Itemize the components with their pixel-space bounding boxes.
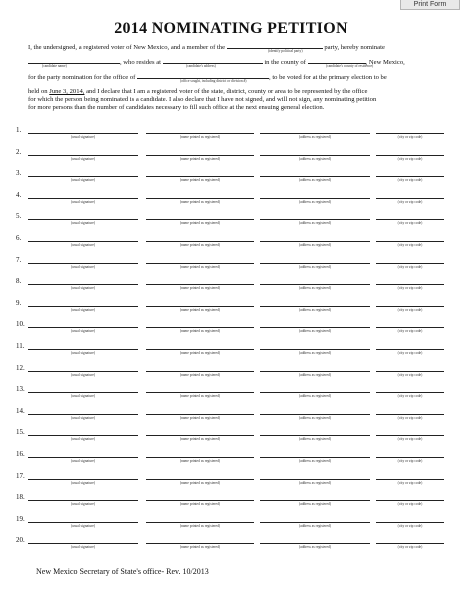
city-zip-field[interactable] bbox=[376, 457, 444, 458]
row-number: 10. bbox=[16, 320, 25, 329]
row-number: 6. bbox=[16, 234, 22, 242]
address-field[interactable] bbox=[260, 479, 370, 480]
signature-row bbox=[16, 472, 446, 494]
printed-name-field[interactable] bbox=[146, 241, 254, 242]
row-number: 18. bbox=[16, 493, 25, 502]
declaration-text: , New Mexico, bbox=[365, 59, 405, 66]
declaration-text: in the county of bbox=[264, 59, 306, 66]
city-zip-label: (city or zip code) bbox=[397, 480, 423, 485]
address-label: (address as registered) bbox=[298, 243, 332, 247]
city-zip-label: (city or zip code) bbox=[397, 372, 423, 377]
address-label: (address as registered) bbox=[298, 156, 332, 161]
city-zip-field[interactable] bbox=[376, 392, 444, 393]
signature-field[interactable] bbox=[28, 371, 138, 372]
signature-row bbox=[16, 407, 446, 429]
address-field[interactable] bbox=[260, 392, 370, 393]
party-caption: (identify political party) bbox=[268, 49, 303, 53]
city-zip-field[interactable] bbox=[376, 479, 444, 480]
address-label: (address as registered) bbox=[298, 135, 332, 139]
printed-name-label: (name printed as registered) bbox=[179, 221, 221, 226]
signature-row bbox=[16, 515, 446, 537]
signature-field[interactable] bbox=[28, 522, 138, 523]
city-zip-field[interactable] bbox=[376, 198, 444, 199]
printed-name-label: (name printed as registered) bbox=[179, 437, 221, 442]
signature-field[interactable] bbox=[28, 479, 138, 480]
row-number: 3. bbox=[16, 169, 22, 178]
row-number: 11. bbox=[16, 342, 25, 350]
city-zip-field[interactable] bbox=[376, 241, 444, 242]
signature-label: (usual signature) bbox=[70, 178, 96, 183]
address-field[interactable] bbox=[260, 457, 370, 458]
city-zip-field[interactable] bbox=[376, 284, 444, 285]
city-zip-field[interactable] bbox=[376, 219, 444, 220]
county-caption: (candidate's county of residence) bbox=[326, 64, 374, 68]
address-field[interactable] bbox=[260, 414, 370, 415]
city-zip-field[interactable] bbox=[376, 500, 444, 501]
printed-name-field[interactable] bbox=[146, 479, 254, 480]
address-field[interactable] bbox=[260, 198, 370, 199]
printed-name-label: (name printed as registered) bbox=[179, 394, 221, 399]
printed-name-label: (name printed as registered) bbox=[179, 135, 221, 139]
office-caption: (office sought, including district or division #) bbox=[180, 79, 247, 83]
address-field[interactable] bbox=[260, 284, 370, 285]
city-zip-label: (city or zip code) bbox=[397, 459, 423, 463]
row-number: 4. bbox=[16, 190, 22, 199]
city-zip-label: (city or zip code) bbox=[397, 523, 423, 528]
declaration-line-6: for more persons than the number of candidates necessary to fill such office at the next ensuing general election. bbox=[28, 104, 325, 111]
declaration-line-2 bbox=[28, 56, 438, 67]
city-zip-field[interactable] bbox=[376, 306, 444, 307]
signature-row bbox=[16, 234, 446, 256]
address-field[interactable] bbox=[260, 522, 370, 523]
row-number: 8. bbox=[16, 277, 22, 286]
county-field[interactable] bbox=[308, 56, 366, 64]
printed-name-label: (name printed as registered) bbox=[179, 502, 221, 507]
address-label: (address as registered) bbox=[298, 286, 332, 291]
printed-name-label: (name printed as registered) bbox=[179, 264, 221, 269]
signature-field[interactable] bbox=[28, 133, 138, 134]
signature-label: (usual signature) bbox=[70, 199, 96, 204]
city-zip-label: (city or zip code) bbox=[397, 415, 423, 420]
signature-row bbox=[16, 169, 446, 191]
signature-field[interactable] bbox=[28, 392, 138, 393]
city-zip-field[interactable] bbox=[376, 522, 444, 523]
declaration-text: , who resides at bbox=[120, 59, 162, 66]
city-zip-label: (city or zip code) bbox=[397, 199, 423, 204]
city-zip-label: (city or zip code) bbox=[397, 264, 423, 269]
address-label: (address as registered) bbox=[298, 415, 332, 420]
address-field[interactable] bbox=[260, 155, 370, 156]
address-field[interactable] bbox=[260, 371, 370, 372]
signature-row bbox=[16, 385, 446, 407]
signature-label: (usual signature) bbox=[70, 135, 96, 139]
row-number: 13. bbox=[16, 385, 25, 394]
printed-name-field[interactable] bbox=[146, 176, 254, 177]
printed-name-field[interactable] bbox=[146, 457, 254, 458]
signature-row bbox=[16, 191, 446, 213]
signature-label: (usual signature) bbox=[70, 286, 96, 291]
address-label: (address as registered) bbox=[298, 394, 332, 399]
declaration-text: held on bbox=[28, 88, 48, 95]
printed-name-field[interactable] bbox=[146, 543, 254, 544]
signature-row bbox=[16, 148, 446, 170]
signature-row bbox=[16, 450, 446, 472]
city-zip-label: (city or zip code) bbox=[397, 437, 423, 442]
printed-name-label: (name printed as registered) bbox=[179, 459, 221, 463]
printed-name-field[interactable] bbox=[146, 414, 254, 415]
city-zip-label: (city or zip code) bbox=[397, 178, 423, 183]
address-label: (address as registered) bbox=[298, 221, 332, 226]
signature-field[interactable] bbox=[28, 543, 138, 544]
printed-name-field[interactable] bbox=[146, 371, 254, 372]
address-field[interactable] bbox=[260, 241, 370, 242]
row-number: 5. bbox=[16, 212, 22, 221]
printed-name-field[interactable] bbox=[146, 392, 254, 393]
address-label: (address as registered) bbox=[298, 199, 332, 204]
printed-name-field[interactable] bbox=[146, 133, 254, 134]
signature-field[interactable] bbox=[28, 155, 138, 156]
city-zip-label: (city or zip code) bbox=[397, 545, 423, 550]
signature-row bbox=[16, 493, 446, 515]
signature-row bbox=[16, 256, 446, 278]
signature-row bbox=[16, 342, 446, 364]
address-field[interactable] bbox=[260, 176, 370, 177]
city-zip-label: (city or zip code) bbox=[397, 329, 423, 334]
signature-label: (usual signature) bbox=[70, 437, 96, 442]
signature-field[interactable] bbox=[28, 176, 138, 177]
address-label: (address as registered) bbox=[298, 502, 332, 507]
city-zip-field[interactable] bbox=[376, 263, 444, 264]
printed-name-label: (name printed as registered) bbox=[179, 199, 221, 204]
printed-name-field[interactable] bbox=[146, 284, 254, 285]
row-number: 2. bbox=[16, 147, 22, 156]
printed-name-field[interactable] bbox=[146, 155, 254, 156]
printed-name-label: (name printed as registered) bbox=[179, 351, 221, 355]
signature-label: (usual signature) bbox=[70, 329, 96, 334]
page-title: 2014 NOMINATING PETITION bbox=[114, 20, 348, 37]
city-zip-label: (city or zip code) bbox=[397, 286, 423, 291]
city-zip-field[interactable] bbox=[376, 176, 444, 177]
printed-name-field[interactable] bbox=[146, 198, 254, 199]
signature-row bbox=[16, 277, 446, 299]
printed-name-label: (name printed as registered) bbox=[179, 178, 221, 183]
signature-field[interactable] bbox=[28, 284, 138, 285]
row-number: 1. bbox=[16, 126, 22, 134]
printed-name-field[interactable] bbox=[146, 349, 254, 350]
city-zip-field[interactable] bbox=[376, 349, 444, 350]
printed-name-field[interactable] bbox=[146, 263, 254, 264]
signature-field[interactable] bbox=[28, 414, 138, 415]
candidate-name-field[interactable] bbox=[28, 56, 120, 64]
declaration-text: and I declare that I am a registered voter of the state, district, county or area to be represented by the office bbox=[86, 88, 368, 95]
signature-row bbox=[16, 212, 446, 234]
printed-name-label: (name printed as registered) bbox=[179, 286, 221, 291]
address-label: (address as registered) bbox=[298, 437, 332, 442]
address-field[interactable] bbox=[260, 306, 370, 307]
signature-field[interactable] bbox=[28, 327, 138, 328]
city-zip-field[interactable] bbox=[376, 133, 444, 134]
printed-name-field[interactable] bbox=[146, 500, 254, 501]
signature-row bbox=[16, 299, 446, 321]
address-label: (address as registered) bbox=[298, 329, 332, 334]
city-zip-label: (city or zip code) bbox=[397, 502, 423, 507]
address-field[interactable] bbox=[260, 543, 370, 544]
row-number: 15. bbox=[16, 428, 25, 437]
signature-label: (usual signature) bbox=[70, 459, 96, 463]
printed-name-label: (name printed as registered) bbox=[179, 372, 221, 377]
printed-name-label: (name printed as registered) bbox=[179, 329, 221, 334]
city-zip-label: (city or zip code) bbox=[397, 243, 423, 247]
signature-label: (usual signature) bbox=[70, 415, 96, 420]
row-number: 19. bbox=[16, 514, 25, 523]
city-zip-label: (city or zip code) bbox=[397, 351, 423, 355]
signature-field[interactable] bbox=[28, 198, 138, 199]
city-zip-label: (city or zip code) bbox=[397, 394, 423, 399]
footer-revision: New Mexico Secretary of State's office- Rev. 10/2013 bbox=[36, 567, 209, 576]
signature-label: (usual signature) bbox=[70, 480, 96, 485]
signature-label: (usual signature) bbox=[70, 372, 96, 377]
candidate-address-field[interactable] bbox=[163, 56, 263, 64]
address-label: (address as registered) bbox=[298, 523, 332, 528]
address-field[interactable] bbox=[260, 349, 370, 350]
signature-row bbox=[16, 364, 446, 386]
declaration-line-1 bbox=[28, 41, 438, 52]
signature-label: (usual signature) bbox=[70, 307, 96, 312]
address-field[interactable] bbox=[260, 500, 370, 501]
city-zip-field[interactable] bbox=[376, 543, 444, 544]
row-number: 16. bbox=[16, 450, 25, 458]
printed-name-label: (name printed as registered) bbox=[179, 307, 221, 312]
city-zip-field[interactable] bbox=[376, 327, 444, 328]
address-label: (address as registered) bbox=[298, 480, 332, 485]
signature-field[interactable] bbox=[28, 241, 138, 242]
print-form-button[interactable]: Print Form bbox=[400, 0, 460, 10]
address-label: (address as registered) bbox=[298, 351, 332, 355]
printed-name-field[interactable] bbox=[146, 219, 254, 220]
signature-label: (usual signature) bbox=[70, 351, 96, 355]
printed-name-label: (name printed as registered) bbox=[179, 156, 221, 161]
signature-label: (usual signature) bbox=[70, 545, 96, 550]
address-label: (address as registered) bbox=[298, 545, 332, 550]
signature-field[interactable] bbox=[28, 500, 138, 501]
printed-name-field[interactable] bbox=[146, 522, 254, 523]
address-field[interactable] bbox=[260, 263, 370, 264]
signature-label: (usual signature) bbox=[70, 156, 96, 161]
row-number: 14. bbox=[16, 406, 25, 415]
printed-name-label: (name printed as registered) bbox=[179, 545, 221, 550]
row-number: 17. bbox=[16, 471, 25, 480]
declaration-line-4 bbox=[28, 88, 438, 96]
signature-row bbox=[16, 536, 446, 558]
printed-name-field[interactable] bbox=[146, 435, 254, 436]
signature-field[interactable] bbox=[28, 457, 138, 458]
signature-label: (usual signature) bbox=[70, 221, 96, 226]
printed-name-field[interactable] bbox=[146, 327, 254, 328]
declaration-text: , to be voted for at the primary election to be bbox=[269, 74, 387, 81]
printed-name-label: (name printed as registered) bbox=[179, 480, 221, 485]
printed-name-label: (name printed as registered) bbox=[179, 523, 221, 528]
signature-field[interactable] bbox=[28, 219, 138, 220]
address-label: (address as registered) bbox=[298, 178, 332, 183]
signature-label: (usual signature) bbox=[70, 243, 96, 247]
city-zip-field[interactable] bbox=[376, 414, 444, 415]
city-zip-field[interactable] bbox=[376, 155, 444, 156]
office-field[interactable] bbox=[137, 71, 269, 79]
printed-name-label: (name printed as registered) bbox=[179, 415, 221, 420]
declaration-text: for the party nomination for the office of bbox=[28, 74, 136, 81]
printed-name-field[interactable] bbox=[146, 306, 254, 307]
signature-field[interactable] bbox=[28, 263, 138, 264]
address-label: (address as registered) bbox=[298, 307, 332, 312]
candidate-address-caption: (candidate's address) bbox=[186, 64, 216, 68]
address-label: (address as registered) bbox=[298, 264, 332, 269]
address-field[interactable] bbox=[260, 219, 370, 220]
signature-label: (usual signature) bbox=[70, 502, 96, 507]
city-zip-label: (city or zip code) bbox=[397, 307, 423, 312]
city-zip-field[interactable] bbox=[376, 435, 444, 436]
signature-row bbox=[16, 126, 446, 148]
city-zip-label: (city or zip code) bbox=[397, 156, 423, 161]
row-number: 7. bbox=[16, 255, 22, 264]
address-field[interactable] bbox=[260, 435, 370, 436]
city-zip-field[interactable] bbox=[376, 371, 444, 372]
address-label: (address as registered) bbox=[298, 372, 332, 377]
row-number: 20. bbox=[16, 536, 25, 545]
row-number: 12. bbox=[16, 363, 25, 372]
signature-label: (usual signature) bbox=[70, 394, 96, 399]
address-field[interactable] bbox=[260, 327, 370, 328]
signature-row bbox=[16, 428, 446, 450]
address-field[interactable] bbox=[260, 133, 370, 134]
city-zip-label: (city or zip code) bbox=[397, 135, 423, 139]
declaration-text: I, the undersigned, a registered voter of New Mexico, and a member of the bbox=[28, 44, 226, 51]
signature-field[interactable] bbox=[28, 435, 138, 436]
signature-field[interactable] bbox=[28, 306, 138, 307]
candidate-name-caption: (candidate name) bbox=[42, 64, 67, 68]
printed-name-label: (name printed as registered) bbox=[179, 243, 221, 247]
election-date: June 3, 2014, bbox=[49, 88, 85, 95]
signature-field[interactable] bbox=[28, 349, 138, 350]
party-field[interactable] bbox=[227, 41, 323, 49]
signature-row bbox=[16, 320, 446, 342]
signature-label: (usual signature) bbox=[70, 523, 96, 528]
declaration-text: party, hereby nominate bbox=[324, 44, 385, 51]
city-zip-label: (city or zip code) bbox=[397, 221, 423, 226]
signature-label: (usual signature) bbox=[70, 264, 96, 269]
address-label: (address as registered) bbox=[298, 459, 332, 463]
row-number: 9. bbox=[16, 298, 22, 307]
declaration-line-5: for which the person being nominated is a candidate. I also declare that I have not signed, and will not sign, any nominating petition bbox=[28, 96, 377, 103]
